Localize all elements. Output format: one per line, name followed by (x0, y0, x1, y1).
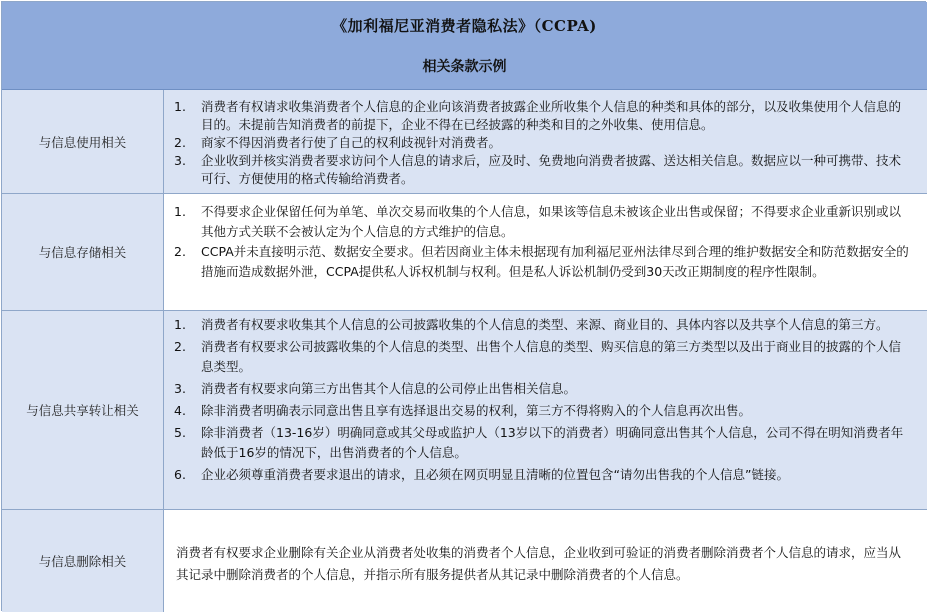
content-cell-use (164, 90, 927, 194)
list-item: 4. 除非消费者明确表示同意出售且享有选择退出交易的权利，第三方不得将购入的个人信息再次出售。 (174, 403, 752, 418)
content-cell-storage (164, 194, 927, 311)
category-cell-deletion: 与信息删除相关 (2, 510, 164, 612)
list-item: 5. 除非消费者（13-16岁）明确同意或其父母或监护人（13岁以下的消费者）明确同意出售其个人信息，公司不得在明知消费者年龄低于16岁的情况下，出售消费者的个人信息。 (174, 425, 904, 460)
category-cell-sharing: 与信息共享转让相关 (2, 311, 164, 510)
category-cell-use: 与信息使用相关 (2, 90, 164, 194)
list-item: 3. 企业收到并核实消费者要求访问个人信息的请求后，应及时、免费地向消费者披露、送达相关信息。数据应以一种可携带、技术可行、方便使用的格式传输给消费者。 (174, 153, 902, 186)
category-cell-storage: 与信息存储相关 (2, 194, 164, 311)
table-subtitle: 相关条款示例 (422, 59, 507, 75)
list-item: 1. 消费者有权要求收集其个人信息的公司披露收集的个人信息的类型、来源、商业目的、具体内容以及共享个人信息的第三方。 (174, 317, 889, 332)
deletion-text: 消费者有权要求企业删除有关企业从消费者处收集的消费者个人信息，企业收到可验证的消费者删除消费者个人信息的请求，应当从其记录中删除消费者的个人信息，并指示所有服务提供者从其记录中删除消费者的个人信息。 (176, 544, 902, 582)
table-header (2, 2, 927, 90)
list-item: 3. 消费者有权要求向第三方出售其个人信息的公司停止出售相关信息。 (174, 381, 577, 396)
list-item: 2. 消费者有权要求公司披露收集的个人信息的类型、出售个人信息的类型、购买信息的第三方类型以及出于商业目的披露的个人信息类型。 (174, 339, 902, 374)
ccpa-provisions-table (1, 1, 926, 611)
list-item: 1. 消费者有权请求收集消费者个人信息的企业向该消费者披露企业所收集个人信息的种类和具体的部分，以及收集使用个人信息的目的。未提前告知消费者的前提下，企业不得在已经披露的种类和目的之外收集、使用信息。 (174, 99, 902, 132)
content-cell-deletion (164, 510, 927, 612)
table-title: 《加利福尼亚消费者隐私法》（CCPA) (332, 17, 597, 35)
list-item: 2. 商家不得因消费者行使了自己的权利歧视针对消费者。 (174, 135, 502, 150)
list-item: 1. 不得要求企业保留任何为单笔、单次交易而收集的个人信息，如果该等信息未被该企业出售或保留；不得要求企业重新识别或以其他方式关联不会被认定为个人信息的方式维护的信息。 (174, 204, 902, 239)
list-item: 2. CCPA并未直接明示范、数据安全要求。但若因商业主体未根据现有加利福尼亚州法律尽到合理的维护数据安全和防范数据安全的措施而造成数据外泄，CCPA提供私人诉权机制与权利。但是私人诉讼机制仍受到30天改正期制度的程序性限制。 (174, 244, 909, 279)
list-item: 6. 企业必须尊重消费者要求退出的请求，且必须在网页明显且清晰的位置包含“请勿出售我的个人信息”链接。 (174, 467, 789, 482)
content-cell-sharing (164, 311, 927, 510)
